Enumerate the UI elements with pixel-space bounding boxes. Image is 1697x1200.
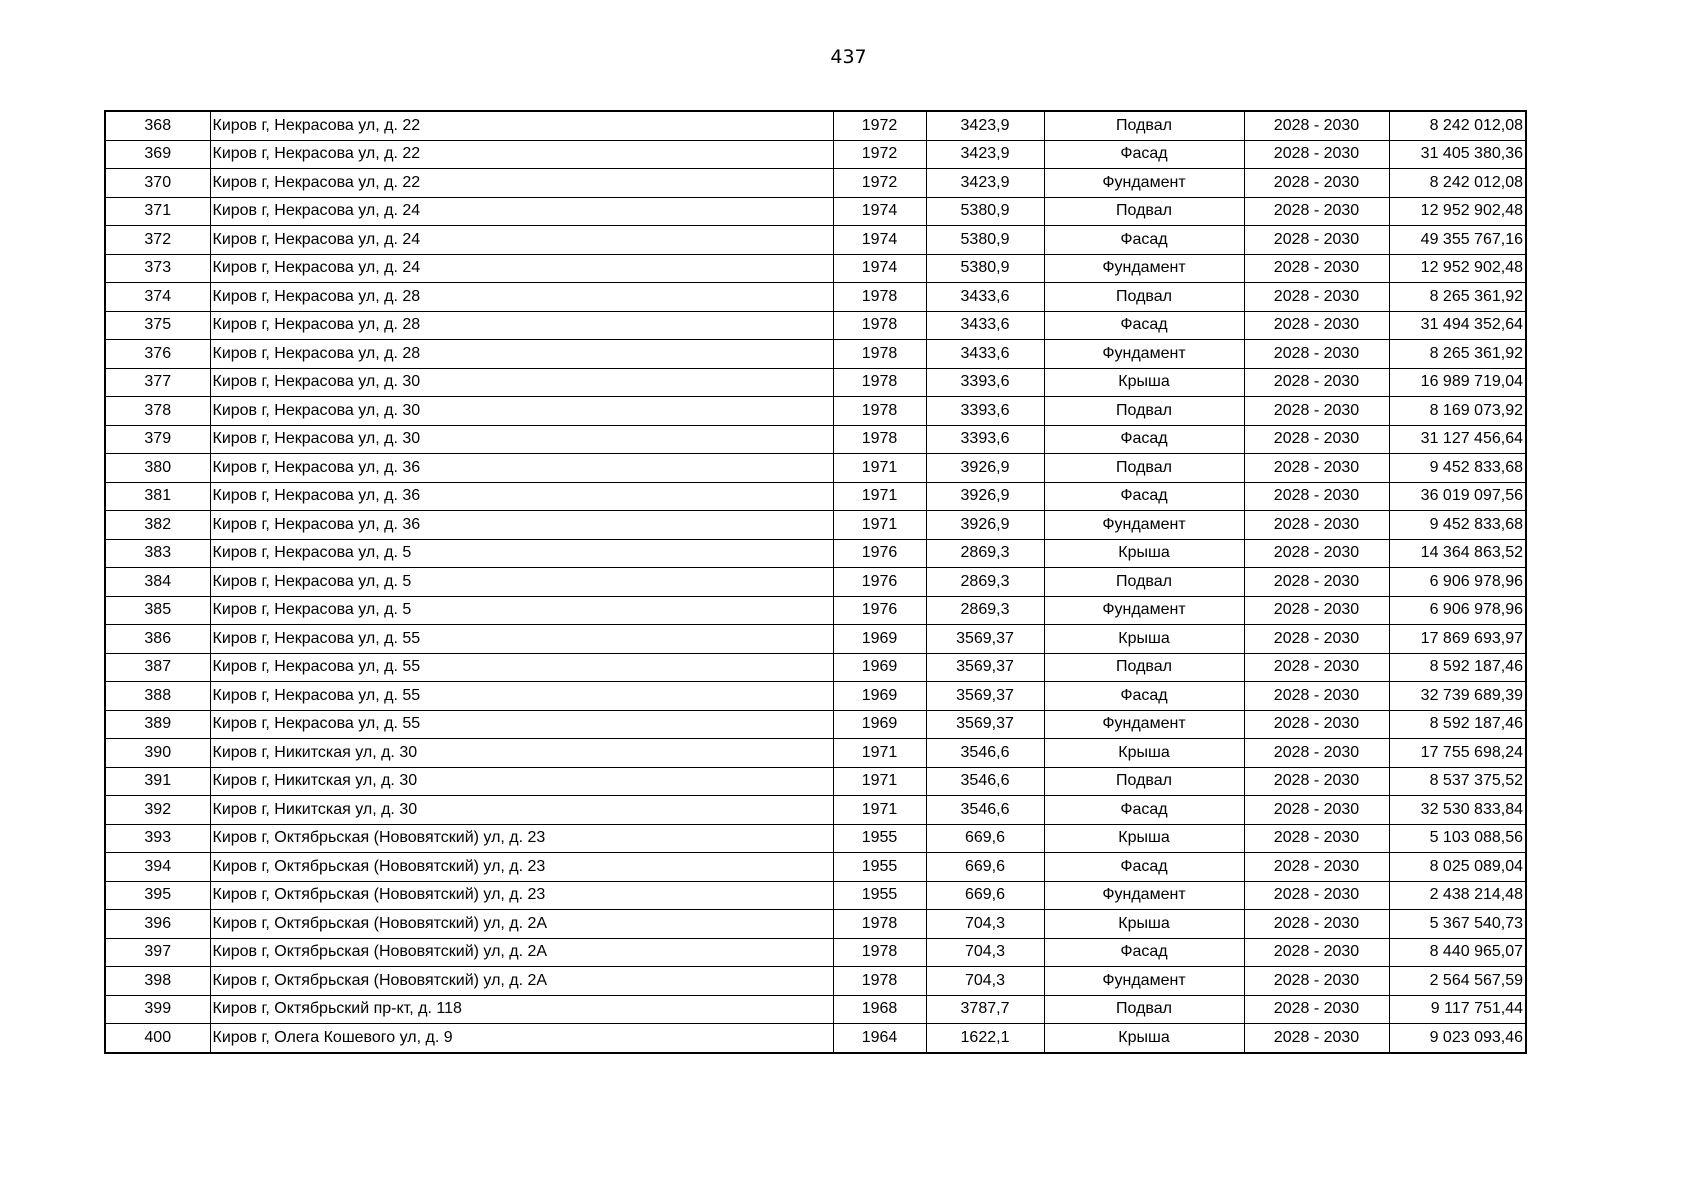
work-type-cell: Крыша <box>1044 539 1244 568</box>
row-number-cell: 394 <box>105 853 210 882</box>
work-type-cell: Фасад <box>1044 796 1244 825</box>
period-cell: 2028 - 2030 <box>1244 397 1389 426</box>
period-cell: 2028 - 2030 <box>1244 767 1389 796</box>
period-cell: 2028 - 2030 <box>1244 625 1389 654</box>
address-cell: Киров г, Некрасова ул, д. 28 <box>210 283 833 312</box>
period-cell: 2028 - 2030 <box>1244 995 1389 1024</box>
address-cell: Киров г, Некрасова ул, д. 30 <box>210 397 833 426</box>
address-cell: Киров г, Некрасова ул, д. 30 <box>210 425 833 454</box>
work-type-cell: Подвал <box>1044 283 1244 312</box>
build-year-cell: 1978 <box>833 967 926 996</box>
area-cell: 3546,6 <box>926 796 1044 825</box>
address-cell: Киров г, Некрасова ул, д. 24 <box>210 197 833 226</box>
area-cell: 3546,6 <box>926 739 1044 768</box>
table-row <box>105 596 1526 625</box>
work-type-cell: Фасад <box>1044 425 1244 454</box>
area-cell: 3569,37 <box>926 710 1044 739</box>
build-year-cell: 1974 <box>833 254 926 283</box>
area-cell: 3569,37 <box>926 653 1044 682</box>
table-row <box>105 454 1526 483</box>
table-row <box>105 311 1526 340</box>
row-number-cell: 396 <box>105 910 210 939</box>
table-row <box>105 625 1526 654</box>
cost-cell: 9 117 751,44 <box>1389 995 1526 1024</box>
table-row <box>105 511 1526 540</box>
address-cell: Киров г, Некрасова ул, д. 24 <box>210 226 833 255</box>
table-row <box>105 995 1526 1024</box>
period-cell: 2028 - 2030 <box>1244 340 1389 369</box>
area-cell: 3393,6 <box>926 425 1044 454</box>
cost-cell: 8 265 361,92 <box>1389 283 1526 312</box>
cost-cell: 12 952 902,48 <box>1389 197 1526 226</box>
period-cell: 2028 - 2030 <box>1244 311 1389 340</box>
build-year-cell: 1969 <box>833 682 926 711</box>
area-cell: 2869,3 <box>926 539 1044 568</box>
build-year-cell: 1976 <box>833 596 926 625</box>
row-number-cell: 395 <box>105 881 210 910</box>
row-number-cell: 370 <box>105 169 210 198</box>
period-cell: 2028 - 2030 <box>1244 511 1389 540</box>
build-year-cell: 1955 <box>833 881 926 910</box>
work-type-cell: Фасад <box>1044 482 1244 511</box>
build-year-cell: 1969 <box>833 710 926 739</box>
row-number-cell: 392 <box>105 796 210 825</box>
cost-cell: 8 592 187,46 <box>1389 710 1526 739</box>
address-cell: Киров г, Некрасова ул, д. 22 <box>210 140 833 169</box>
table-row <box>105 796 1526 825</box>
row-number-cell: 384 <box>105 568 210 597</box>
build-year-cell: 1969 <box>833 625 926 654</box>
area-cell: 3787,7 <box>926 995 1044 1024</box>
period-cell: 2028 - 2030 <box>1244 425 1389 454</box>
period-cell: 2028 - 2030 <box>1244 596 1389 625</box>
table-row <box>105 539 1526 568</box>
period-cell: 2028 - 2030 <box>1244 539 1389 568</box>
period-cell: 2028 - 2030 <box>1244 169 1389 198</box>
area-cell: 704,3 <box>926 910 1044 939</box>
registry-table-body <box>105 111 1526 1053</box>
row-number-cell: 398 <box>105 967 210 996</box>
area-cell: 5380,9 <box>926 226 1044 255</box>
build-year-cell: 1971 <box>833 767 926 796</box>
build-year-cell: 1971 <box>833 796 926 825</box>
cost-cell: 16 989 719,04 <box>1389 368 1526 397</box>
work-type-cell: Фундамент <box>1044 967 1244 996</box>
cost-cell: 8 242 012,08 <box>1389 169 1526 198</box>
period-cell: 2028 - 2030 <box>1244 454 1389 483</box>
address-cell: Киров г, Некрасова ул, д. 28 <box>210 340 833 369</box>
area-cell: 3423,9 <box>926 140 1044 169</box>
row-number-cell: 379 <box>105 425 210 454</box>
build-year-cell: 1971 <box>833 739 926 768</box>
table-row <box>105 710 1526 739</box>
cost-cell: 36 019 097,56 <box>1389 482 1526 511</box>
table-row <box>105 767 1526 796</box>
area-cell: 669,6 <box>926 881 1044 910</box>
cost-cell: 32 739 689,39 <box>1389 682 1526 711</box>
row-number-cell: 391 <box>105 767 210 796</box>
area-cell: 3433,6 <box>926 283 1044 312</box>
build-year-cell: 1971 <box>833 511 926 540</box>
work-type-cell: Подвал <box>1044 653 1244 682</box>
build-year-cell: 1972 <box>833 169 926 198</box>
cost-cell: 8 592 187,46 <box>1389 653 1526 682</box>
table-row <box>105 140 1526 169</box>
cost-cell: 6 906 978,96 <box>1389 596 1526 625</box>
area-cell: 5380,9 <box>926 254 1044 283</box>
work-type-cell: Фундамент <box>1044 596 1244 625</box>
row-number-cell: 383 <box>105 539 210 568</box>
area-cell: 3423,9 <box>926 169 1044 198</box>
cost-cell: 8 242 012,08 <box>1389 111 1526 140</box>
cost-cell: 17 755 698,24 <box>1389 739 1526 768</box>
cost-cell: 5 103 088,56 <box>1389 824 1526 853</box>
build-year-cell: 1955 <box>833 853 926 882</box>
period-cell: 2028 - 2030 <box>1244 710 1389 739</box>
area-cell: 3433,6 <box>926 311 1044 340</box>
table-row <box>105 653 1526 682</box>
period-cell: 2028 - 2030 <box>1244 482 1389 511</box>
cost-cell: 9 452 833,68 <box>1389 454 1526 483</box>
work-type-cell: Крыша <box>1044 910 1244 939</box>
row-number-cell: 375 <box>105 311 210 340</box>
area-cell: 704,3 <box>926 967 1044 996</box>
address-cell: Киров г, Октябрьская (Нововятский) ул, д. 2А <box>210 938 833 967</box>
period-cell: 2028 - 2030 <box>1244 368 1389 397</box>
address-cell: Киров г, Некрасова ул, д. 22 <box>210 169 833 198</box>
address-cell: Киров г, Некрасова ул, д. 24 <box>210 254 833 283</box>
address-cell: Киров г, Некрасова ул, д. 5 <box>210 596 833 625</box>
address-cell: Киров г, Октябрьская (Нововятский) ул, д. 23 <box>210 853 833 882</box>
address-cell: Киров г, Некрасова ул, д. 5 <box>210 568 833 597</box>
work-type-cell: Фундамент <box>1044 169 1244 198</box>
address-cell: Киров г, Некрасова ул, д. 55 <box>210 682 833 711</box>
build-year-cell: 1971 <box>833 482 926 511</box>
period-cell: 2028 - 2030 <box>1244 967 1389 996</box>
page-number: 437 <box>830 46 867 68</box>
table-row <box>105 169 1526 198</box>
period-cell: 2028 - 2030 <box>1244 881 1389 910</box>
address-cell: Киров г, Некрасова ул, д. 36 <box>210 511 833 540</box>
table-row <box>105 340 1526 369</box>
area-cell: 704,3 <box>926 938 1044 967</box>
cost-cell: 8 169 073,92 <box>1389 397 1526 426</box>
address-cell: Киров г, Никитская ул, д. 30 <box>210 767 833 796</box>
table-row <box>105 739 1526 768</box>
table-row <box>105 910 1526 939</box>
cost-cell: 8 440 965,07 <box>1389 938 1526 967</box>
build-year-cell: 1972 <box>833 140 926 169</box>
address-cell: Киров г, Октябрьская (Нововятский) ул, д. 23 <box>210 824 833 853</box>
row-number-cell: 380 <box>105 454 210 483</box>
address-cell: Киров г, Некрасова ул, д. 55 <box>210 710 833 739</box>
period-cell: 2028 - 2030 <box>1244 739 1389 768</box>
period-cell: 2028 - 2030 <box>1244 938 1389 967</box>
cost-cell: 32 530 833,84 <box>1389 796 1526 825</box>
table-row <box>105 1024 1526 1053</box>
registry-table <box>104 110 1527 1054</box>
address-cell: Киров г, Октябрьская (Нововятский) ул, д. 2А <box>210 910 833 939</box>
build-year-cell: 1971 <box>833 454 926 483</box>
build-year-cell: 1978 <box>833 425 926 454</box>
row-number-cell: 397 <box>105 938 210 967</box>
area-cell: 3423,9 <box>926 111 1044 140</box>
area-cell: 3433,6 <box>926 340 1044 369</box>
row-number-cell: 393 <box>105 824 210 853</box>
table-row <box>105 254 1526 283</box>
work-type-cell: Крыша <box>1044 739 1244 768</box>
area-cell: 3393,6 <box>926 397 1044 426</box>
table-row <box>105 482 1526 511</box>
cost-cell: 49 355 767,16 <box>1389 226 1526 255</box>
row-number-cell: 372 <box>105 226 210 255</box>
table-row <box>105 938 1526 967</box>
row-number-cell: 382 <box>105 511 210 540</box>
work-type-cell: Фасад <box>1044 226 1244 255</box>
cost-cell: 6 906 978,96 <box>1389 568 1526 597</box>
period-cell: 2028 - 2030 <box>1244 653 1389 682</box>
row-number-cell: 390 <box>105 739 210 768</box>
cost-cell: 31 405 380,36 <box>1389 140 1526 169</box>
period-cell: 2028 - 2030 <box>1244 197 1389 226</box>
area-cell: 3926,9 <box>926 482 1044 511</box>
work-type-cell: Фундамент <box>1044 511 1244 540</box>
build-year-cell: 1974 <box>833 197 926 226</box>
period-cell: 2028 - 2030 <box>1244 140 1389 169</box>
build-year-cell: 1976 <box>833 568 926 597</box>
table-row <box>105 368 1526 397</box>
area-cell: 1622,1 <box>926 1024 1044 1053</box>
period-cell: 2028 - 2030 <box>1244 824 1389 853</box>
row-number-cell: 371 <box>105 197 210 226</box>
work-type-cell: Подвал <box>1044 197 1244 226</box>
cost-cell: 31 494 352,64 <box>1389 311 1526 340</box>
table-row <box>105 824 1526 853</box>
work-type-cell: Крыша <box>1044 1024 1244 1053</box>
row-number-cell: 399 <box>105 995 210 1024</box>
period-cell: 2028 - 2030 <box>1244 111 1389 140</box>
work-type-cell: Подвал <box>1044 767 1244 796</box>
row-number-cell: 381 <box>105 482 210 511</box>
table-row <box>105 397 1526 426</box>
row-number-cell: 376 <box>105 340 210 369</box>
work-type-cell: Фундамент <box>1044 710 1244 739</box>
work-type-cell: Подвал <box>1044 568 1244 597</box>
build-year-cell: 1978 <box>833 397 926 426</box>
work-type-cell: Подвал <box>1044 397 1244 426</box>
address-cell: Киров г, Октябрьская (Нововятский) ул, д. 2А <box>210 967 833 996</box>
address-cell: Киров г, Некрасова ул, д. 28 <box>210 311 833 340</box>
row-number-cell: 378 <box>105 397 210 426</box>
work-type-cell: Фасад <box>1044 853 1244 882</box>
build-year-cell: 1978 <box>833 368 926 397</box>
row-number-cell: 386 <box>105 625 210 654</box>
table-row <box>105 568 1526 597</box>
address-cell: Киров г, Некрасова ул, д. 55 <box>210 625 833 654</box>
period-cell: 2028 - 2030 <box>1244 226 1389 255</box>
period-cell: 2028 - 2030 <box>1244 254 1389 283</box>
cost-cell: 8 025 089,04 <box>1389 853 1526 882</box>
period-cell: 2028 - 2030 <box>1244 910 1389 939</box>
table-row <box>105 853 1526 882</box>
row-number-cell: 400 <box>105 1024 210 1053</box>
row-number-cell: 368 <box>105 111 210 140</box>
build-year-cell: 1976 <box>833 539 926 568</box>
area-cell: 669,6 <box>926 853 1044 882</box>
cost-cell: 9 023 093,46 <box>1389 1024 1526 1053</box>
build-year-cell: 1972 <box>833 111 926 140</box>
row-number-cell: 387 <box>105 653 210 682</box>
work-type-cell: Крыша <box>1044 368 1244 397</box>
table-row <box>105 682 1526 711</box>
work-type-cell: Крыша <box>1044 625 1244 654</box>
work-type-cell: Подвал <box>1044 995 1244 1024</box>
area-cell: 3393,6 <box>926 368 1044 397</box>
area-cell: 3926,9 <box>926 511 1044 540</box>
area-cell: 2869,3 <box>926 596 1044 625</box>
work-type-cell: Фундамент <box>1044 340 1244 369</box>
address-cell: Киров г, Никитская ул, д. 30 <box>210 739 833 768</box>
address-cell: Киров г, Некрасова ул, д. 5 <box>210 539 833 568</box>
cost-cell: 14 364 863,52 <box>1389 539 1526 568</box>
row-number-cell: 374 <box>105 283 210 312</box>
address-cell: Киров г, Некрасова ул, д. 36 <box>210 454 833 483</box>
cost-cell: 17 869 693,97 <box>1389 625 1526 654</box>
work-type-cell: Крыша <box>1044 824 1244 853</box>
area-cell: 3569,37 <box>926 625 1044 654</box>
build-year-cell: 1955 <box>833 824 926 853</box>
area-cell: 2869,3 <box>926 568 1044 597</box>
period-cell: 2028 - 2030 <box>1244 853 1389 882</box>
row-number-cell: 377 <box>105 368 210 397</box>
table-row <box>105 967 1526 996</box>
table-row <box>105 881 1526 910</box>
work-type-cell: Фасад <box>1044 311 1244 340</box>
address-cell: Киров г, Октябрьская (Нововятский) ул, д. 23 <box>210 881 833 910</box>
build-year-cell: 1978 <box>833 938 926 967</box>
work-type-cell: Подвал <box>1044 111 1244 140</box>
address-cell: Киров г, Никитская ул, д. 30 <box>210 796 833 825</box>
address-cell: Киров г, Олега Кошевого ул, д. 9 <box>210 1024 833 1053</box>
table-row <box>105 226 1526 255</box>
build-year-cell: 1974 <box>833 226 926 255</box>
address-cell: Киров г, Октябрьский пр-кт, д. 118 <box>210 995 833 1024</box>
period-cell: 2028 - 2030 <box>1244 568 1389 597</box>
cost-cell: 9 452 833,68 <box>1389 511 1526 540</box>
row-number-cell: 388 <box>105 682 210 711</box>
address-cell: Киров г, Некрасова ул, д. 30 <box>210 368 833 397</box>
work-type-cell: Фундамент <box>1044 881 1244 910</box>
build-year-cell: 1978 <box>833 910 926 939</box>
area-cell: 3569,37 <box>926 682 1044 711</box>
cost-cell: 31 127 456,64 <box>1389 425 1526 454</box>
area-cell: 669,6 <box>926 824 1044 853</box>
address-cell: Киров г, Некрасова ул, д. 36 <box>210 482 833 511</box>
period-cell: 2028 - 2030 <box>1244 1024 1389 1053</box>
row-number-cell: 373 <box>105 254 210 283</box>
area-cell: 3926,9 <box>926 454 1044 483</box>
table-row <box>105 283 1526 312</box>
cost-cell: 5 367 540,73 <box>1389 910 1526 939</box>
cost-cell: 2 438 214,48 <box>1389 881 1526 910</box>
build-year-cell: 1978 <box>833 311 926 340</box>
work-type-cell: Фундамент <box>1044 254 1244 283</box>
period-cell: 2028 - 2030 <box>1244 796 1389 825</box>
table-row <box>105 425 1526 454</box>
cost-cell: 12 952 902,48 <box>1389 254 1526 283</box>
row-number-cell: 389 <box>105 710 210 739</box>
work-type-cell: Подвал <box>1044 454 1244 483</box>
area-cell: 5380,9 <box>926 197 1044 226</box>
address-cell: Киров г, Некрасова ул, д. 22 <box>210 111 833 140</box>
row-number-cell: 369 <box>105 140 210 169</box>
build-year-cell: 1969 <box>833 653 926 682</box>
period-cell: 2028 - 2030 <box>1244 682 1389 711</box>
build-year-cell: 1978 <box>833 340 926 369</box>
cost-cell: 8 537 375,52 <box>1389 767 1526 796</box>
build-year-cell: 1978 <box>833 283 926 312</box>
work-type-cell: Фасад <box>1044 140 1244 169</box>
build-year-cell: 1964 <box>833 1024 926 1053</box>
address-cell: Киров г, Некрасова ул, д. 55 <box>210 653 833 682</box>
table-row <box>105 111 1526 140</box>
work-type-cell: Фасад <box>1044 938 1244 967</box>
table-row <box>105 197 1526 226</box>
work-type-cell: Фасад <box>1044 682 1244 711</box>
row-number-cell: 385 <box>105 596 210 625</box>
area-cell: 3546,6 <box>926 767 1044 796</box>
period-cell: 2028 - 2030 <box>1244 283 1389 312</box>
build-year-cell: 1968 <box>833 995 926 1024</box>
cost-cell: 8 265 361,92 <box>1389 340 1526 369</box>
cost-cell: 2 564 567,59 <box>1389 967 1526 996</box>
